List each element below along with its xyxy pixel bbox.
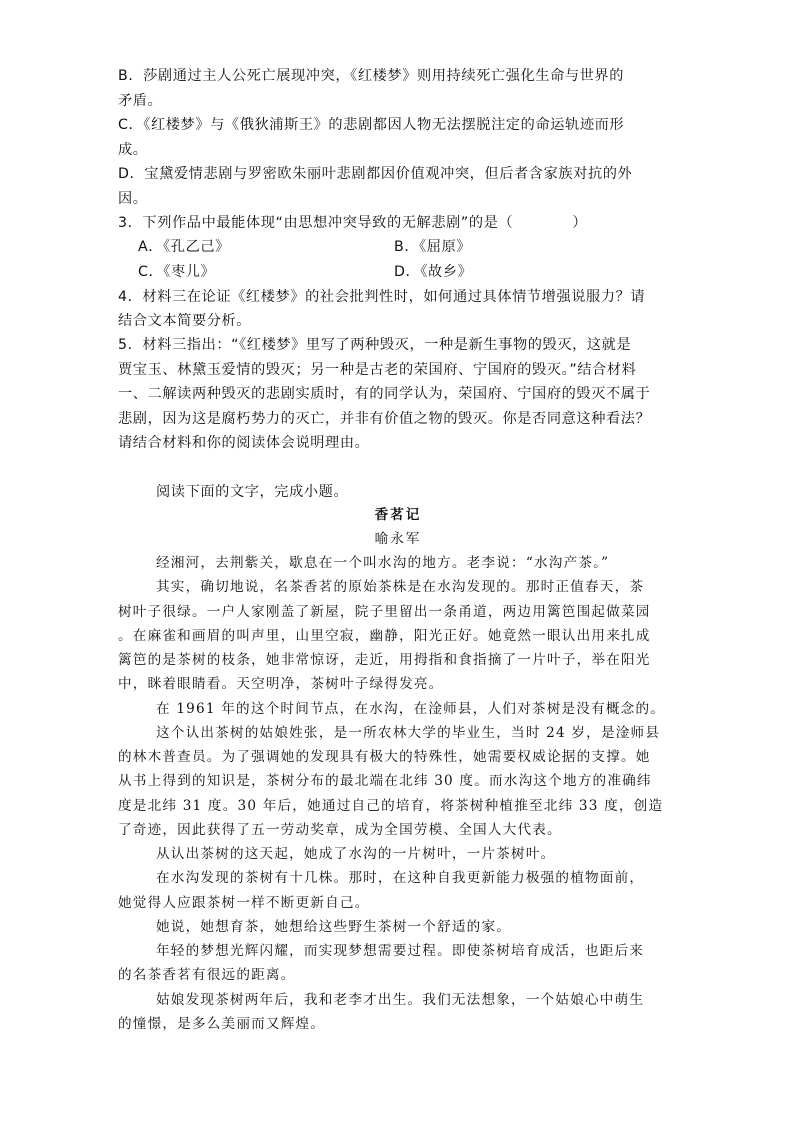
- option-d-line2: 因。: [118, 191, 148, 207]
- passage-line: 的林木普查员。为了强调她的发现具有极大的特殊性，她需要权威论据的支撑。她: [118, 749, 651, 765]
- question-3-option-d: D．《故乡》: [394, 264, 473, 280]
- passage-line: 中，眯着眼睛看。天空明净，茶树叶子绿得发亮。: [118, 676, 444, 692]
- reading-intro: 阅读下面的文字，完成小题。: [156, 484, 349, 500]
- passage-line: 她说，她想育茶，她想给这些野生茶树一个舒适的家。: [156, 919, 512, 935]
- question-3-option-a: A．《孔乙己》: [138, 239, 230, 255]
- passage-line: 经湘河，去荆紫关，歇息在一个叫水沟的地方。老李说：“水沟产茶。”: [156, 555, 610, 571]
- passage-line: 她觉得人应跟茶树一样不断更新自己。: [118, 895, 370, 911]
- passage-line: 在水沟发现的茶树有十几株。那时，在这种自我更新能力极强的植物面前，: [156, 870, 645, 886]
- passage-line: 篱笆的是茶树的枝条，她非常惊讶，走近，用拇指和食指摘了一片叶子，举在阳光: [118, 652, 651, 668]
- option-c-line2: 成。: [118, 142, 148, 158]
- question-5-line1: 5．材料三指出：“《红楼梦》里写了两种毁灭，一种是新生事物的毁灭，这就是: [118, 337, 632, 353]
- question-5-line4: 悲剧，因为这是腐朽势力的灭亡，并非有价值之物的毁灭。你是否同意这种看法？: [118, 411, 651, 427]
- passage-title: 香茗记: [374, 507, 422, 523]
- passage-line: 其实，确切地说，名茶香茗的原始茶株是在水沟发现的。那时正值春天，茶: [156, 579, 645, 595]
- passage-line: 树叶子很绿。一户人家刚盖了新屋，院子里留出一条甬道，两边用篱笆围起做菜园: [118, 604, 651, 620]
- option-d-line1: D．宝黛爱情悲剧与罗密欧朱丽叶悲剧都因价值观冲突，但后者含家族对抗的外: [118, 166, 633, 182]
- passage-line: 从书上得到的知识是，茶树分布的最北端在北纬 30 度。而水沟这个地方的准确纬: [118, 773, 652, 789]
- option-c-line1: C．《红楼梦》与《俄狄浦斯王》的悲剧都因人物无法摆脱注定的命运轨迹而形: [118, 117, 625, 133]
- question-4-line2: 结合文本简要分析。: [118, 313, 252, 329]
- passage-line: 在 1961 年的这个时间节点，在水沟，在淦师县，人们对茶树是没有概念的。: [156, 701, 666, 717]
- passage-line: 从认出茶树的这天起，她成了水沟的一片树叶，一片茶树叶。: [156, 846, 556, 862]
- passage-line: 。在麻雀和画眉的叫声里，山里空寂，幽静，阳光正好。她竟然一眼认出用来扎成: [118, 628, 651, 644]
- question-3-option-b: B．《屈原》: [394, 239, 472, 255]
- passage-line: 姑娘发现茶树两年后，我和老李才出生。我们无法想象，一个姑娘心中萌生: [156, 992, 645, 1008]
- passage-author: 喻永军: [374, 531, 422, 547]
- question-5-line3: 一、二解读两种毁灭的悲剧实质时，有的同学认为，荣国府、宁国府的毁灭不属于: [118, 386, 651, 402]
- passage-line: 的憧憬，是多么美丽而又辉煌。: [118, 1016, 326, 1032]
- passage-line: 度是北纬 31 度。30 年后，她通过自己的培育，将茶树种植推至北纬 33 度，创造: [118, 798, 664, 814]
- option-b-line1: B．莎剧通过主人公死亡展现冲突，《红楼梦》则用持续死亡强化生命与世界的: [118, 68, 625, 84]
- question-5-line5: 请结合材料和你的阅读体会说明理由。: [118, 435, 370, 451]
- question-3-option-c: C．《枣儿》: [138, 264, 216, 280]
- passage-line: 年轻的梦想光辉闪耀，而实现梦想需要过程。即使茶树培育成活，也距后来: [156, 943, 645, 959]
- passage-line: 了奇迹，因此获得了五一劳动奖章，成为全国劳模、全国人大代表。: [118, 822, 562, 838]
- passage-line: 这个认出茶树的姑娘姓张，是一所农林大学的毕业生，当时 24 岁，是淦师县: [156, 725, 661, 741]
- option-b-line2: 矛盾。: [118, 93, 163, 109]
- passage-line: 的名茶香茗有很远的距离。: [118, 967, 296, 983]
- question-4-line1: 4．材料三在论证《红楼梦》的社会批判性时，如何通过具体情节增强说服力？请: [118, 289, 646, 305]
- question-5-line2: 贾宝玉、林黛玉爱情的毁灭；另一种是古老的荣国府、宁国府的毁灭。”结合材料: [118, 362, 637, 378]
- question-3-stem: 3．下列作品中最能体现“由思想冲突导致的无解悲剧”的是（ ）: [118, 215, 588, 231]
